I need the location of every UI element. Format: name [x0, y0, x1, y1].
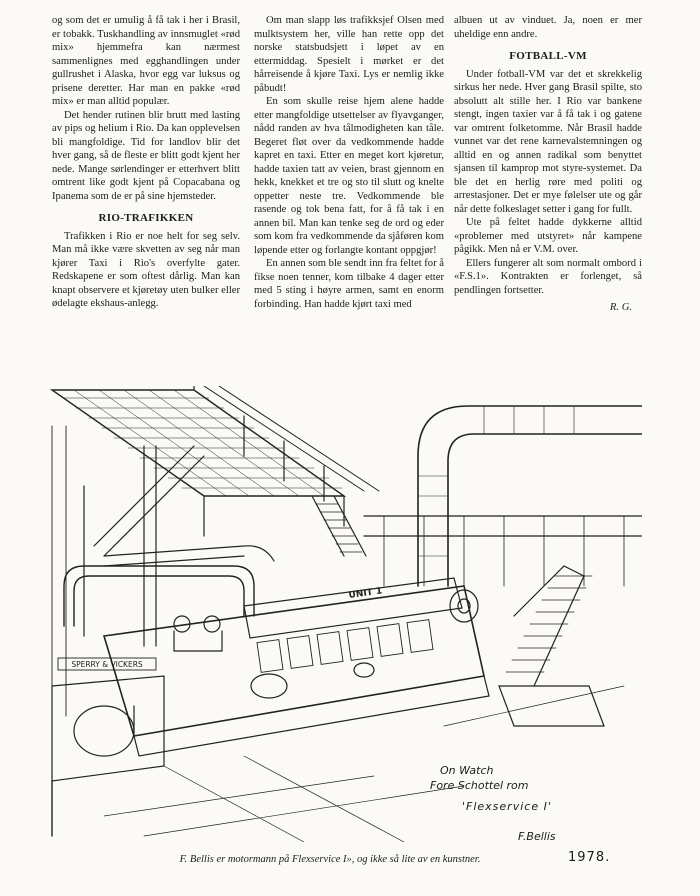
drawing-note-line3: 'Flexservice I' — [462, 800, 552, 813]
author-signature: R. G. — [609, 302, 632, 313]
paragraph: Ute på feltet hadde dykkerne alltid «problemer med utstyret» når kampene pågikk. Men nå er V.M. over. — [454, 217, 642, 255]
paragraph: albuen ut av vinduet. Ja, noen er mer uheldige enn andre. — [454, 15, 642, 40]
paragraph: Om man slapp løs trafikksjef Olsen med mulktsystem her, ville han rette opp det norske statsbudsjett i løpet av en ettermiddag. Spesielt i mørket er det hårreisende å kjøre Taxi. Lys er nemlig ikke påbudt! — [254, 15, 444, 94]
paragraph: En annen som ble sendt inn fra feltet for å fikse noen tenner, kom tilbake 4 dager etter med 5 sting i høyre armen, samt en enorm forbinding. Han hadde kjørt taxi med — [254, 258, 444, 310]
staircase-center — [312, 496, 366, 556]
section-heading-rio-trafikken: RIO-TRAFIKKEN — [98, 212, 194, 224]
paragraph: Ellers fungerer alt som normalt ombord i «F.S.1». Kontrakten er forlenget, så pendlingen fortsetter. — [454, 257, 642, 296]
paragraph: Under fotball-VM var det et skrekkelig sirkus her nede. Hver gang Brasil spilte, sto absolutt alt stille her. I Rio var bankene stengt, ingen taxier var å få tak i og gatene var omtrent folketomme. Når Brasil hadde vunnet var det rene karnevalstemningen og alltid en og annen radikal som benyttet sjansen til kamprop mot styre-systemet. Da ble det en herlig røre med politi og arrestasjoner. Det er mye følelser ute og går når dette folkeslaget setter i gang for fullt. — [454, 68, 642, 215]
section-heading-fotball-vm: FOTBALL-VM — [509, 50, 587, 62]
paragraph: Trafikken i Rio er noe helt for seg selv. Man må ikke være skvetten av seg når man kjører Taxi i Rio's overfylte gater. Redskapene er som oftest dårlig. Man kan knapt observere et kjøretøy uten bulker eller ødelagte ekshaus-anlegg. — [52, 230, 240, 309]
drawing-note-line1: On Watch — [440, 764, 494, 777]
engine-room-drawing — [44, 386, 642, 842]
illustration-caption: F. Bellis er motormann på Flexservice I», og ikke så lite av en kunstner. — [179, 854, 481, 865]
article-column-1 — [52, 14, 240, 311]
paragraph: En som skulle reise hjem alene hadde etter mangfoldige utsettelser av flyavganger, nådd randen av hva tålmodigheten kan tåle. Begeret fløt over da vedkommende hadde kapret en taxi. Etter en meget kort kjøretur, hadde taxien tatt av veien, brast gjennom en hekk, knekket et tre og sto til slutt og knelte oppetter neste tre. Vedkommende ble rasende og tok bena fatt, for å få tak i en annen bil. Man kan tenke seg de ord og eder som kom fra vedkommende da sjåføren kom løpende etter og forlangte kontant oppgjør! — [254, 96, 444, 256]
generator — [52, 676, 164, 836]
artist-signature: F.Bellis — [518, 830, 556, 843]
diesel-engine — [104, 578, 489, 756]
sperry-vickers-text: SPERRY & VICKERS — [71, 660, 143, 669]
paragraph: og som det er umulig å få tak i her i Brasil, er tobakk. Tuskhandling av innsmuglet «rød mix» hjemmefra kan nærmest sammenlignes med egghandlingen under gullrushet i Alaska, hvor egg var luksus og prisene deretter. Har man en pakke «rød mix» er man alltid populær. — [52, 15, 240, 107]
walkway-grating — [52, 386, 379, 536]
exhaust-pipe — [418, 406, 642, 586]
article-column-3 — [454, 14, 642, 315]
pipework — [64, 546, 274, 651]
railing — [364, 516, 642, 586]
floor — [104, 686, 624, 842]
paragraph: Det hender rutinen blir brutt med lasting av pips og helium i Rio. Da kan opplevelsen bli mangfoldige. Tid for landlov blir det hver gang, så de fleste er blitt godt kjent her nede. Mange sørlendinger er etterhvert blitt omtrent like godt kjent på Copacabana og Ipanema som de er på sine hjemsteder. — [52, 109, 241, 202]
article-column-2 — [254, 14, 444, 311]
engine-label: UNIT 1 — [348, 586, 383, 601]
drawing-year: 1978. — [568, 850, 611, 865]
support-beams — [52, 426, 204, 716]
drawing-note-line2: Fore Schottel rom — [430, 779, 529, 792]
